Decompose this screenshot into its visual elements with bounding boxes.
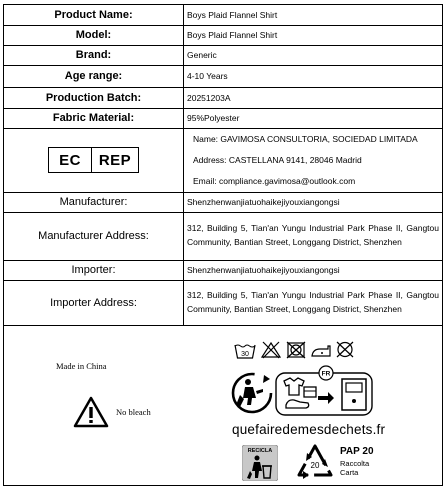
row-model (4, 25, 442, 45)
no-tumble-dry-icon (286, 341, 306, 359)
warning-triangle-icon (73, 396, 109, 428)
website-text: quefairedemesdechets.fr (232, 422, 386, 437)
ec-rep-details (184, 128, 443, 192)
symbols-section (4, 325, 442, 485)
no-bleach-icon (260, 341, 282, 359)
row-manufacturer-address (4, 212, 442, 260)
recycle-number-text: 20 (310, 461, 320, 470)
pap-line1-text: Raccolta (340, 459, 370, 468)
row-ec-rep (4, 128, 442, 192)
row-fabric-material (4, 108, 442, 128)
row-product-name (4, 5, 442, 25)
made-in-china-text: Made in China (56, 361, 107, 371)
brand-label: Brand: (4, 45, 184, 65)
manufacturer-address-value: 312, Building 5, Tian'an Yungu Industrial Park Phase II, Gangtou Community, Bantian Street, Longgang District, Shenzhen (184, 212, 443, 260)
wash-temp-text: 30 (241, 351, 249, 358)
product-name-label: Product Name: (4, 5, 184, 25)
wash-30-icon (234, 343, 256, 359)
pap-line2-text: Carta (340, 468, 359, 477)
row-age-range (4, 65, 442, 87)
triman-icon (233, 374, 271, 412)
textile-items-icon (284, 378, 316, 408)
manufacturer-label: Manufacturer: (4, 192, 184, 212)
product-name-value: Boys Plaid Flannel Shirt (184, 5, 443, 25)
ec-rep-address: Address: CASTELLANA 9141, 28046 Madrid (193, 154, 362, 165)
brand-value: Generic (184, 45, 443, 65)
fabric-material-label: Fabric Material: (4, 108, 184, 128)
ec-rep-email: Email: compliance.gavimosa@outlook.com (193, 175, 356, 186)
model-value: Boys Plaid Flannel Shirt (184, 25, 443, 45)
row-brand (4, 45, 442, 65)
ec-text: EC (49, 148, 92, 172)
label-sheet (3, 4, 443, 486)
row-importer-address (4, 280, 442, 325)
age-range-label: Age range: (4, 65, 184, 87)
production-batch-label: Production Batch: (4, 87, 184, 108)
ec-rep-symbol (48, 147, 139, 173)
ec-rep-name: Name: GAVIMOSA CONSULTORIA, SOCIEDAD LIMITADA (193, 133, 418, 144)
importer-address-label: Importer Address: (4, 280, 184, 325)
age-range-value: 4-10 Years (184, 65, 443, 87)
model-label: Model: (4, 25, 184, 45)
importer-address-value: 312, Building 5, Tian'an Yungu Industrial Park Phase II, Gangtou Community, Bantian Street, Longgang District, Shenzhen (184, 280, 443, 325)
arrow-right-icon (318, 392, 334, 404)
importer-label: Importer: (4, 260, 184, 280)
paper-recycle-icon (295, 443, 335, 481)
recicla-badge (242, 445, 278, 481)
manufacturer-value: Shenzhenwanjiatuohaikejiyouxiangongsi (184, 192, 443, 212)
fr-badge-text: FR (321, 370, 331, 378)
recicla-text: RECICLA (247, 448, 273, 454)
production-batch-value: 20251203A (184, 87, 443, 108)
row-production-batch (4, 87, 442, 108)
rep-text: REP (98, 151, 132, 169)
row-manufacturer (4, 192, 442, 212)
product-info-table (4, 5, 442, 326)
iron-icon (309, 342, 333, 358)
no-bleach-text: No bleach (116, 407, 151, 417)
pap-code-text: PAP 20 (340, 446, 374, 457)
manufacturer-address-label: Manufacturer Address: (4, 212, 184, 260)
ec-rep-cell (4, 128, 184, 192)
no-dry-clean-icon (335, 340, 355, 359)
importer-value: Shenzhenwanjiatuohaikejiyouxiangongsi (184, 260, 443, 280)
fabric-material-value: 95%Polyester (184, 108, 443, 128)
triman-sorting-panel (228, 365, 374, 421)
collection-bin-icon (342, 379, 366, 410)
row-importer (4, 260, 442, 280)
